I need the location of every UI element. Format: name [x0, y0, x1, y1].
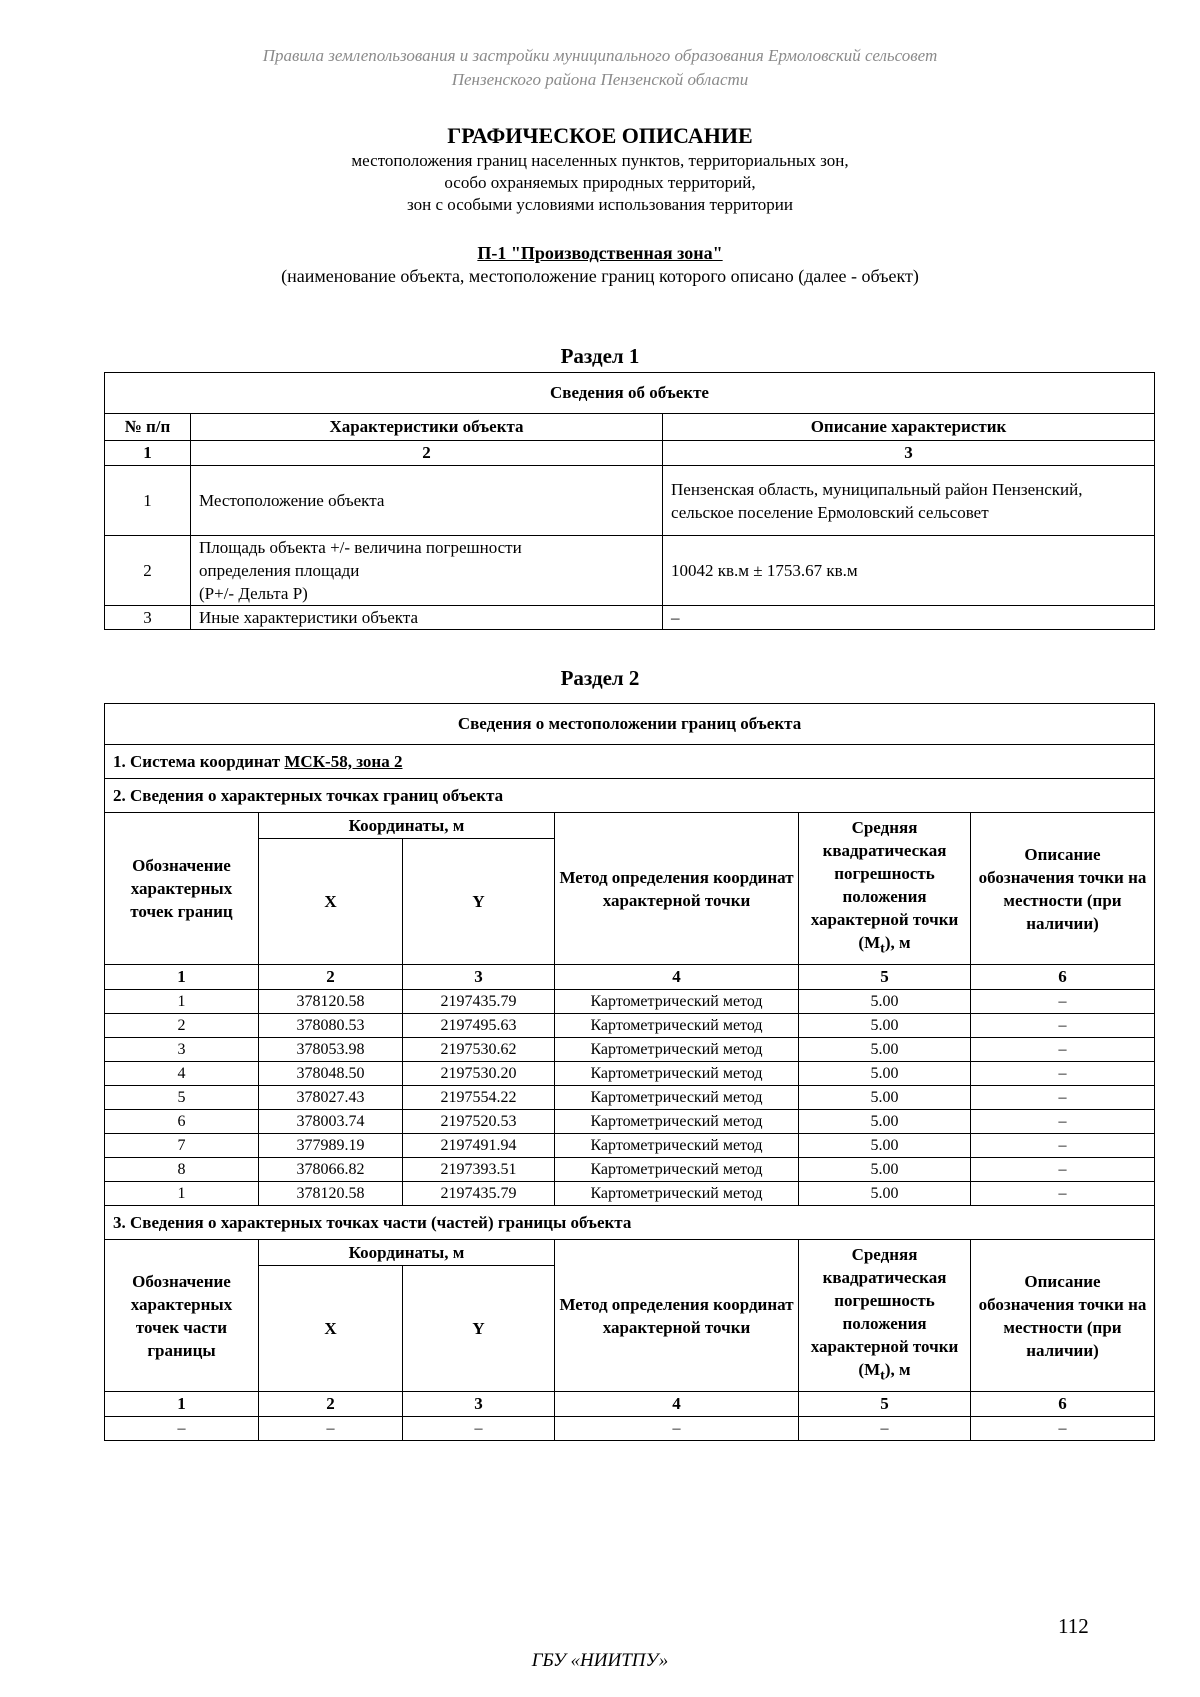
- table-header-row: [105, 414, 1155, 441]
- page-number: 112: [1058, 1614, 1089, 1638]
- column-number: 6: [971, 1392, 1155, 1417]
- point-id: 5: [105, 1086, 259, 1110]
- table-caption-row: [105, 704, 1155, 745]
- error-header-unit: ), м: [884, 933, 911, 953]
- characteristic-value: Пензенская область, муниципальный район Пензенский, сельское поселение Ермоловский сельсовет: [663, 466, 1155, 536]
- point-id: 3: [105, 1038, 259, 1062]
- y-header: Y: [403, 839, 555, 965]
- point-error: 5.00: [799, 1158, 971, 1182]
- point-error: 5.00: [799, 1110, 971, 1134]
- error-header-text: Средняя квадратическая погрешность положения характерной точки (M: [810, 818, 959, 953]
- characteristic-name: [191, 536, 663, 606]
- point-method: Картометрический метод: [555, 1182, 799, 1206]
- title-line-2: особо охраняемых природных территорий,: [444, 173, 756, 192]
- title-block: [0, 122, 1200, 216]
- column-numbers-row: [105, 1392, 1155, 1417]
- document-title: ГРАФИЧЕСКОЕ ОПИСАНИЕ: [447, 123, 753, 148]
- point-x: 378066.82: [259, 1158, 403, 1182]
- point-y: 2197491.94: [403, 1134, 555, 1158]
- error-header-sub: t: [880, 940, 885, 957]
- table-row: [105, 1417, 1155, 1441]
- characteristic-value: –: [663, 606, 1155, 630]
- object-info-table: [104, 372, 1155, 630]
- page-footer: ГБУ «НИИТПУ»: [531, 1650, 669, 1671]
- point-id: 2: [105, 1014, 259, 1038]
- point-x: 378080.53: [259, 1014, 403, 1038]
- description-header: Описание обозначения точки на местности (при наличии): [971, 1240, 1155, 1392]
- column-number: 3: [403, 965, 555, 990]
- x-header: X: [259, 839, 403, 965]
- point-y: 2197495.63: [403, 1014, 555, 1038]
- point-x: 378120.58: [259, 1182, 403, 1206]
- point-error: 5.00: [799, 1038, 971, 1062]
- column-header: Характеристики объекта: [191, 414, 663, 441]
- error-header: [799, 1240, 971, 1392]
- column-number: 2: [259, 1392, 403, 1417]
- point-description: –: [971, 1417, 1155, 1441]
- table-header-row: [105, 1240, 1155, 1266]
- name-line: определения площади: [199, 561, 360, 580]
- row-number: 2: [105, 536, 191, 606]
- designation-header: Обозначение характерных точек части границы: [105, 1240, 259, 1392]
- method-header: Метод определения координат характерной точки: [555, 1240, 799, 1392]
- point-x: 377989.19: [259, 1134, 403, 1158]
- column-number: 1: [105, 441, 191, 466]
- characteristic-name: Местоположение объекта: [191, 466, 663, 536]
- point-error: 5.00: [799, 1182, 971, 1206]
- point-method: Картометрический метод: [555, 1134, 799, 1158]
- point-error: –: [799, 1417, 971, 1441]
- table-row: [105, 1110, 1155, 1134]
- point-description: –: [971, 1062, 1155, 1086]
- point-x: 378027.43: [259, 1086, 403, 1110]
- point-id: –: [105, 1417, 259, 1441]
- points-title-row: [105, 779, 1155, 813]
- points-title: 2. Сведения о характерных точках границ объекта: [105, 779, 1155, 813]
- table-row: [105, 1038, 1155, 1062]
- column-numbers-row: [105, 965, 1155, 990]
- point-id: 8: [105, 1158, 259, 1182]
- column-numbers-row: [105, 441, 1155, 466]
- table-row: [105, 1086, 1155, 1110]
- point-description: –: [971, 1182, 1155, 1206]
- section-2-title: Раздел 2: [560, 666, 640, 690]
- title-line-1: местоположения границ населенных пунктов, территориальных зон,: [351, 151, 849, 170]
- table-row: [105, 1134, 1155, 1158]
- table-caption-row: [105, 373, 1155, 414]
- header-line-1: Правила землепользования и застройки муниципального образования Ермоловский сельсовет: [262, 46, 938, 65]
- column-number: 5: [799, 1392, 971, 1417]
- point-id: 6: [105, 1110, 259, 1134]
- table-row: [105, 1062, 1155, 1086]
- point-method: Картометрический метод: [555, 990, 799, 1014]
- point-description: –: [971, 1038, 1155, 1062]
- table-row: [105, 536, 1155, 606]
- column-number: 2: [191, 441, 663, 466]
- point-description: –: [971, 1134, 1155, 1158]
- coord-system-row: [105, 745, 1155, 779]
- column-number: 4: [555, 1392, 799, 1417]
- coord-system-label: 1. Система координат: [113, 751, 281, 771]
- column-number: 6: [971, 965, 1155, 990]
- point-y: 2197435.79: [403, 1182, 555, 1206]
- point-y: 2197435.79: [403, 990, 555, 1014]
- column-header: Описание характеристик: [663, 414, 1155, 441]
- row-number: 1: [105, 466, 191, 536]
- point-method: Картометрический метод: [555, 1158, 799, 1182]
- table-row: [105, 1182, 1155, 1206]
- point-y: 2197530.62: [403, 1038, 555, 1062]
- header-line-2: Пензенского района Пензенской области: [451, 70, 749, 89]
- x-header: X: [259, 1266, 403, 1392]
- point-id: 4: [105, 1062, 259, 1086]
- coordinates-header: Координаты, м: [259, 813, 555, 839]
- point-description: –: [971, 1086, 1155, 1110]
- coord-system: [105, 745, 1155, 779]
- y-header: Y: [403, 1266, 555, 1392]
- point-description: –: [971, 1158, 1155, 1182]
- object-name: П-1 "Производственная зона": [477, 243, 723, 263]
- row-number: 3: [105, 606, 191, 630]
- column-number: 1: [105, 965, 259, 990]
- point-y: 2197530.20: [403, 1062, 555, 1086]
- point-method: –: [555, 1417, 799, 1441]
- point-error: 5.00: [799, 1014, 971, 1038]
- table-row: [105, 1158, 1155, 1182]
- column-number: 1: [105, 1392, 259, 1417]
- point-id: 1: [105, 1182, 259, 1206]
- name-line: (P+/- Дельта P): [199, 584, 308, 603]
- column-number: 3: [663, 441, 1155, 466]
- point-error: 5.00: [799, 990, 971, 1014]
- coordinates-header: Координаты, м: [259, 1240, 555, 1266]
- section-1-title: Раздел 1: [560, 344, 640, 368]
- method-header: Метод определения координат характерной точки: [555, 813, 799, 965]
- designation-header: Обозначение характерных точек границ: [105, 813, 259, 965]
- column-number: 2: [259, 965, 403, 990]
- point-error: 5.00: [799, 1062, 971, 1086]
- point-error: 5.00: [799, 1134, 971, 1158]
- title-line-3: зон с особыми условиями использования территории: [407, 195, 793, 214]
- point-method: Картометрический метод: [555, 1086, 799, 1110]
- error-header-unit: ), м: [884, 1360, 911, 1380]
- column-header: № п/п: [105, 414, 191, 441]
- point-x: 378003.74: [259, 1110, 403, 1134]
- error-header-text: Средняя квадратическая погрешность положения характерной точки (M: [810, 1245, 959, 1380]
- parts-title-row: [105, 1206, 1155, 1240]
- point-id: 7: [105, 1134, 259, 1158]
- description-header: Описание обозначения точки на местности (при наличии): [971, 813, 1155, 965]
- column-number: 3: [403, 1392, 555, 1417]
- boundary-table: [104, 703, 1155, 1441]
- table-row: [105, 466, 1155, 536]
- name-line: Площадь объекта +/- величина погрешности: [199, 538, 522, 557]
- characteristic-name: Иные характеристики объекта: [191, 606, 663, 630]
- table-caption: Сведения об объекте: [105, 373, 1155, 414]
- point-error: 5.00: [799, 1086, 971, 1110]
- point-y: –: [403, 1417, 555, 1441]
- table-row: [105, 1014, 1155, 1038]
- point-method: Картометрический метод: [555, 1110, 799, 1134]
- point-description: –: [971, 990, 1155, 1014]
- point-x: 378053.98: [259, 1038, 403, 1062]
- point-y: 2197393.51: [403, 1158, 555, 1182]
- coord-system-value: МСК-58, зона 2: [284, 751, 403, 771]
- object-note: (наименование объекта, местоположение границ которого описано (далее - объект): [281, 266, 919, 286]
- characteristic-value: 10042 кв.м ± 1753.67 кв.м: [663, 536, 1155, 606]
- point-id: 1: [105, 990, 259, 1014]
- parts-title: 3. Сведения о характерных точках части (частей) границы объекта: [105, 1206, 1155, 1240]
- point-x: 378120.58: [259, 990, 403, 1014]
- point-y: 2197520.53: [403, 1110, 555, 1134]
- point-x: 378048.50: [259, 1062, 403, 1086]
- point-method: Картометрический метод: [555, 1038, 799, 1062]
- point-method: Картометрический метод: [555, 1014, 799, 1038]
- error-header: [799, 813, 971, 965]
- point-y: 2197554.22: [403, 1086, 555, 1110]
- point-description: –: [971, 1110, 1155, 1134]
- page-header: [0, 44, 1200, 92]
- table-header-row: [105, 813, 1155, 839]
- table-row: [105, 606, 1155, 630]
- point-method: Картометрический метод: [555, 1062, 799, 1086]
- table-row: [105, 990, 1155, 1014]
- point-x: –: [259, 1417, 403, 1441]
- error-header-sub: t: [880, 1367, 885, 1384]
- column-number: 4: [555, 965, 799, 990]
- point-description: –: [971, 1014, 1155, 1038]
- table-caption: Сведения о местоположении границ объекта: [105, 704, 1155, 745]
- column-number: 5: [799, 965, 971, 990]
- object-block: [0, 242, 1200, 288]
